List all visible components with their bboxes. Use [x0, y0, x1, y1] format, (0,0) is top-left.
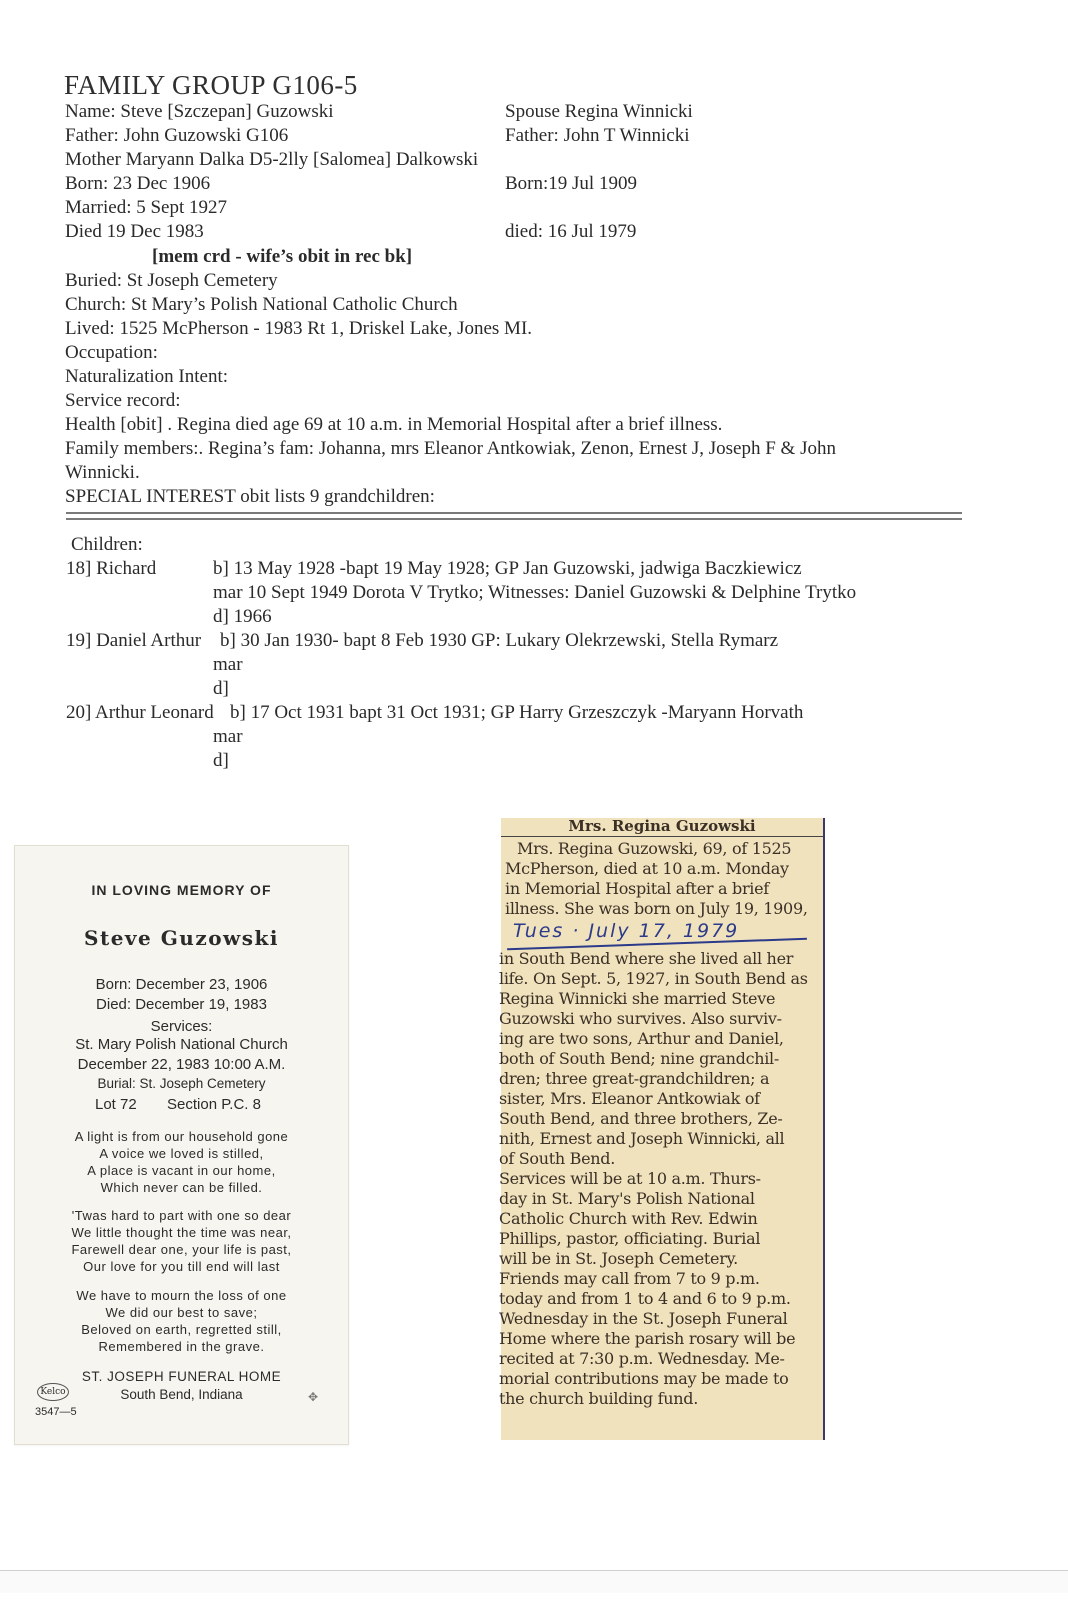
obit-line: McPherson, died at 10 a.m. Monday	[505, 859, 789, 878]
child-death-line: d]	[213, 678, 229, 699]
obit-line: Catholic Church with Rev. Edwin	[499, 1209, 758, 1228]
buried-line: Buried: St Joseph Cemetery	[65, 270, 278, 291]
card-funeral-home: ST. JOSEPH FUNERAL HOME	[81, 1369, 282, 1384]
church-line: Church: St Mary’s Polish National Catholic Church	[65, 294, 458, 315]
memorial-card	[14, 845, 349, 1445]
obit-line: illness. She was born on July 19, 1909,	[505, 899, 808, 918]
obit-line: Wednesday in the St. Joseph Funeral	[499, 1309, 788, 1328]
obit-line: in Memorial Hospital after a brief	[505, 879, 769, 898]
card-code: 3547—5	[35, 1406, 77, 1418]
card-verse-line: 'Twas hard to part with one so dear	[71, 1208, 292, 1223]
card-verse-line: We have to mourn the loss of one	[76, 1288, 287, 1303]
obit-line: of South Bend.	[499, 1149, 616, 1168]
child-marriage-line: mar 10 Sept 1949 Dorota V Trytko; Witnesses: Daniel Guzowski & Delphine Trytko	[213, 582, 857, 603]
child-death-line: d] 1966	[213, 606, 272, 627]
obit-line: life. On Sept. 5, 1927, in South Bend as	[499, 969, 808, 988]
spouse-father-line: Father: John T Winnicki	[505, 125, 690, 146]
family-members-cont: Winnicki.	[65, 462, 140, 483]
card-verse-line: Which never can be filled.	[100, 1180, 263, 1195]
obit-line: South Bend, and three brothers, Ze-	[499, 1109, 783, 1128]
spouse-line: Spouse Regina Winnicki	[505, 101, 693, 122]
card-verse-line: Farewell dear one, your life is past,	[71, 1242, 292, 1257]
married-line: Married: 5 Sept 1927	[65, 197, 228, 218]
special-interest-line: SPECIAL INTEREST obit lists 9 grandchildren:	[65, 486, 435, 507]
obit-line: will be in St. Joseph Cemetery.	[499, 1249, 738, 1268]
card-heading: IN LOVING MEMORY OF	[91, 882, 272, 898]
obit-line: day in St. Mary's Polish National	[499, 1189, 755, 1208]
obit-line: Guzowski who survives. Also surviv-	[499, 1009, 782, 1028]
card-city: South Bend, Indiana	[120, 1387, 243, 1402]
obit-line: Home where the parish rosary will be	[499, 1329, 796, 1348]
naturalization-line: Naturalization Intent:	[65, 366, 229, 387]
obituary-clipping	[501, 818, 825, 1440]
child-birth-line: b] 13 May 1928 -bapt 19 May 1928; GP Jan Guzowski, jadwiga Baczkiewicz	[213, 558, 802, 579]
card-burial: Burial: St. Joseph Cemetery	[97, 1076, 266, 1091]
spouse-died-line: died: 16 Jul 1979	[505, 221, 637, 242]
obit-line: Phillips, pastor, officiating. Burial	[499, 1229, 761, 1248]
card-services-label: Services:	[150, 1018, 213, 1035]
born-line: Born: 23 Dec 1906	[65, 173, 211, 194]
occupation-line: Occupation:	[65, 342, 158, 363]
obit-line: ing are two sons, Arthur and Daniel,	[499, 1029, 784, 1048]
child-label: 19] Daniel Arthur	[66, 630, 202, 651]
obit-line: today and from 1 to 4 and 6 to 9 p.m.	[499, 1289, 791, 1308]
card-section: Section P.C. 8	[167, 1096, 261, 1113]
page-bottom-edge	[0, 1570, 1068, 1593]
card-service-date: December 22, 1983 10:00 A.M.	[77, 1056, 286, 1073]
child-birth-line: b] 30 Jan 1930- bapt 8 Feb 1930 GP: Lukary Olekrzewski, Stella Rymarz	[220, 630, 779, 651]
child-death-line: d]	[213, 750, 229, 771]
obit-line: dren; three great-grandchildren; a	[499, 1069, 770, 1088]
father-line: Father: John Guzowski G106	[65, 125, 289, 146]
card-verse-line: We did our best to save;	[105, 1305, 258, 1320]
card-verse-line: Our love for you till end will last	[83, 1259, 280, 1274]
child-label: 20] Arthur Leonard	[66, 702, 214, 723]
family-members-line: Family members:. Regina’s fam: Johanna, mrs Eleanor Antkowiak, Zenon, Ernest J, Joseph F & John	[65, 438, 836, 459]
obit-line: the church building fund.	[499, 1389, 698, 1408]
page-title: FAMILY GROUP G106-5	[64, 70, 358, 100]
obit-line: in South Bend where she lived all her	[499, 949, 794, 968]
card-name: Steve Guzowski	[84, 926, 279, 950]
obit-line: Friends may call from 7 to 9 p.m.	[499, 1269, 760, 1288]
child-marriage-line: mar	[213, 726, 243, 747]
handwritten-date: Tues · July 17, 1979	[513, 920, 740, 942]
children-label: Children:	[71, 534, 143, 555]
spouse-born-line: Born:19 Jul 1909	[505, 173, 637, 194]
card-died: Died: December 19, 1983	[96, 996, 267, 1013]
died-line: Died 19 Dec 1983	[65, 221, 204, 242]
card-verse-line: We little thought the time was near,	[71, 1225, 292, 1240]
card-verse-line: Remembered in the grave.	[98, 1339, 265, 1354]
obit-line: Services will be at 10 a.m. Thurs-	[499, 1169, 761, 1188]
card-born: Born: December 23, 1906	[95, 976, 268, 993]
child-label: 18] Richard	[66, 558, 157, 579]
memorial-note: [mem crd - wife’s obit in rec bk]	[152, 246, 413, 267]
obit-line: sister, Mrs. Eleanor Antkowiak of	[499, 1089, 760, 1108]
lived-line: Lived: 1525 McPherson - 1983 Rt 1, Driskel Lake, Jones MI.	[65, 318, 533, 339]
card-verse-line: Beloved on earth, regretted still,	[81, 1322, 282, 1337]
divider-rule	[66, 512, 962, 514]
mother-line: Mother Maryann Dalka D5-2lly [Salomea] Dalkowski	[65, 149, 479, 170]
card-verse-line: A voice we loved is stilled,	[99, 1146, 264, 1161]
card-church: St. Mary Polish National Church	[75, 1036, 288, 1053]
card-verse-line: A place is vacant in our home,	[87, 1163, 276, 1178]
obit-headline: Mrs. Regina Guzowski	[501, 816, 823, 837]
name-line: Name: Steve [Szczepan] Guzowski	[65, 101, 334, 122]
obit-line: Mrs. Regina Guzowski, 69, of 1525	[517, 839, 792, 858]
card-verse-line: A light is from our household gone	[74, 1129, 289, 1144]
child-marriage-line: mar	[213, 654, 243, 675]
obit-line: nith, Ernest and Joseph Winnicki, all	[499, 1129, 785, 1148]
obit-line: recited at 7:30 p.m. Wednesday. Me-	[499, 1349, 785, 1368]
child-birth-line: b] 17 Oct 1931 bapt 31 Oct 1931; GP Harry Grzeszczyk -Maryann Horvath	[230, 702, 804, 723]
obit-line: both of South Bend; nine grandchil-	[499, 1049, 779, 1068]
obit-line: Regina Winnicki she married Steve	[499, 989, 776, 1008]
divider-rule	[66, 518, 962, 520]
service-record-line: Service record:	[65, 390, 181, 411]
cross-icon: ✥	[308, 1390, 319, 1404]
health-line: Health [obit] . Regina died age 69 at 10 a.m. in Memorial Hospital after a brief illness.	[65, 414, 723, 435]
kelco-logo: Kelco	[37, 1383, 69, 1401]
obit-line: morial contributions may be made to	[499, 1369, 789, 1388]
card-lot: Lot 72	[95, 1096, 137, 1113]
